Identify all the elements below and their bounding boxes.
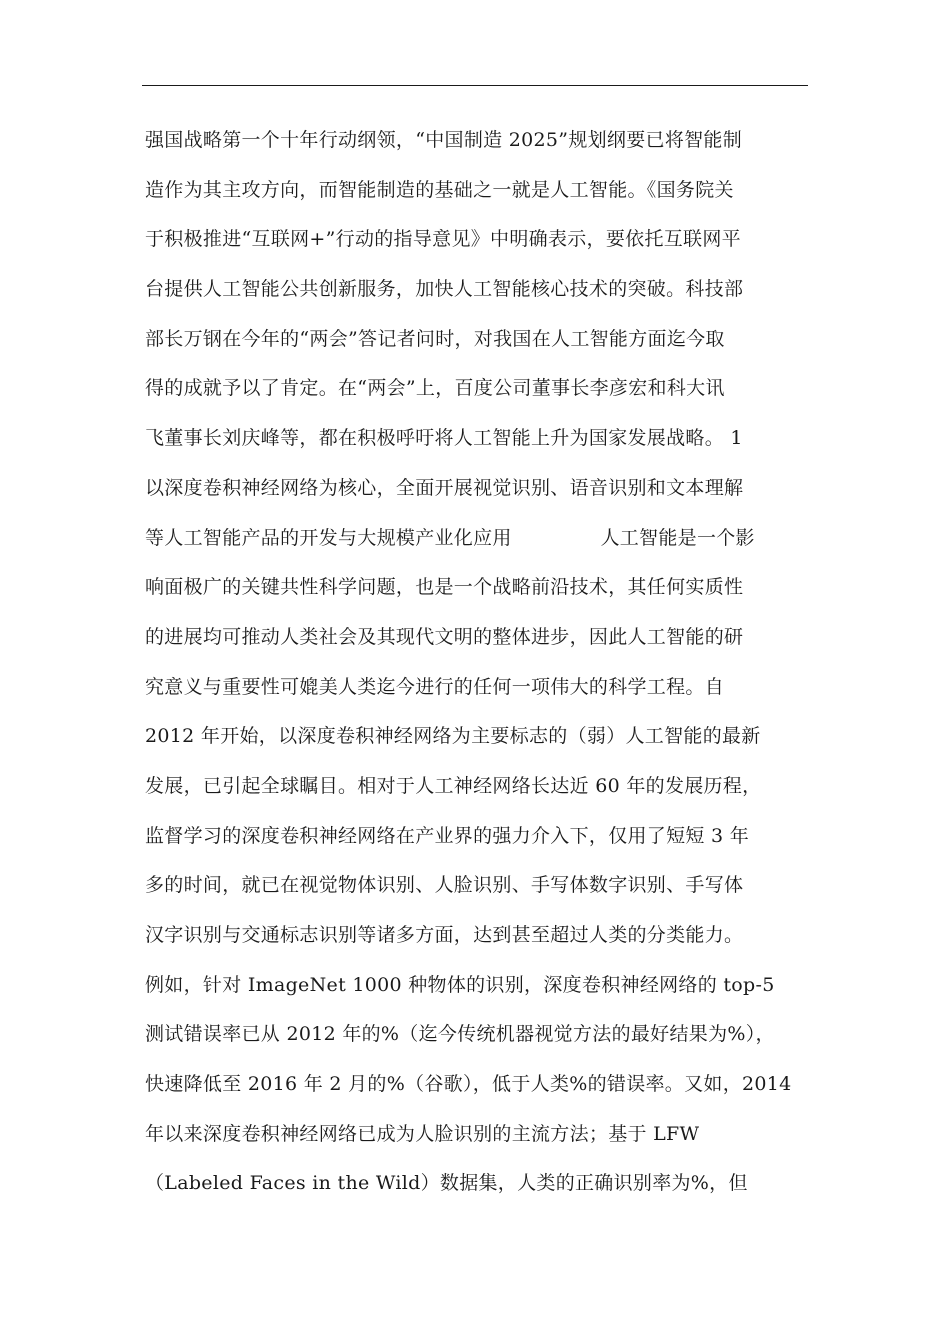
- text-line: 发展，已引起全球瞩目。相对于人工神经网络长达近 60 年的发展历程，: [145, 774, 762, 797]
- text-line: 响面极广的关键共性科学问题，也是一个战略前沿技术，其任何实质性: [145, 576, 744, 599]
- text-line: 飞董事长刘庆峰等，都在积极呼吁将人工智能上升为国家发展战略。 1: [145, 427, 743, 450]
- header-rule: [142, 85, 808, 86]
- text-line: 台提供人工智能公共创新服务，加快人工智能核心技术的突破。科技部: [145, 278, 744, 301]
- text-line: 测试错误率已从 2012 年的%（迄今传统机器视觉方法的最好结果为%），: [145, 1023, 775, 1046]
- text-line: 以深度卷积神经网络为核心，全面开展视觉识别、语音识别和文本理解: [145, 476, 744, 499]
- text-line: 强国战略第一个十年行动纲领，“中国制造 2025”规划纲要已将智能制: [145, 129, 743, 151]
- text-line: 得的成就予以了肯定。在“两会”上，百度公司董事长李彦宏和科大讯: [145, 377, 725, 400]
- text-line: 部长万钢在今年的“两会”答记者问时，对我国在人工智能方面迄今取: [145, 327, 725, 350]
- text-line: 年以来深度卷积神经网络已成为人脸识别的主流方法；基于 LFW: [145, 1122, 700, 1145]
- text-line: 究意义与重要性可媲美人类迄今进行的任何一项伟大的科学工程。自: [145, 675, 725, 698]
- text-line: 的进展均可推动人类社会及其现代文明的整体进步，因此人工智能的研: [145, 625, 744, 648]
- text-line: 多的时间，就已在视觉物体识别、人脸识别、手写体数字识别、手写体: [145, 874, 744, 897]
- text-line: 例如，针对 ImageNet 1000 种物体的识别，深度卷积神经网络的 top-5: [145, 973, 775, 996]
- text-line: 汉字识别与交通标志识别等诸多方面，达到甚至超过人类的分类能力。: [145, 924, 744, 946]
- text-line: 监督学习的深度卷积神经网络在产业界的强力介入下，仅用了短短 3 年: [145, 824, 750, 847]
- body-text: [145, 122, 815, 1215]
- text-line: 等人工智能产品的开发与大规模产业化应用 人工智能是一个影: [145, 526, 755, 549]
- text-line: （Labeled Faces in the Wild）数据集，人类的正确识别率为%，但: [145, 1172, 748, 1195]
- text-line: 快速降低至 2016 年 2 月的%（谷歌），低于人类%的错误率。又如，2014: [145, 1073, 792, 1096]
- text-line: 2012 年开始，以深度卷积神经网络为主要标志的（弱）人工智能的最新: [145, 725, 761, 748]
- text-line: 于积极推进“互联网+”行动的指导意见》中明确表示，要依托互联网平: [145, 228, 741, 251]
- text-line: 造作为其主攻方向，而智能制造的基础之一就是人工智能。《国务院关: [145, 178, 734, 201]
